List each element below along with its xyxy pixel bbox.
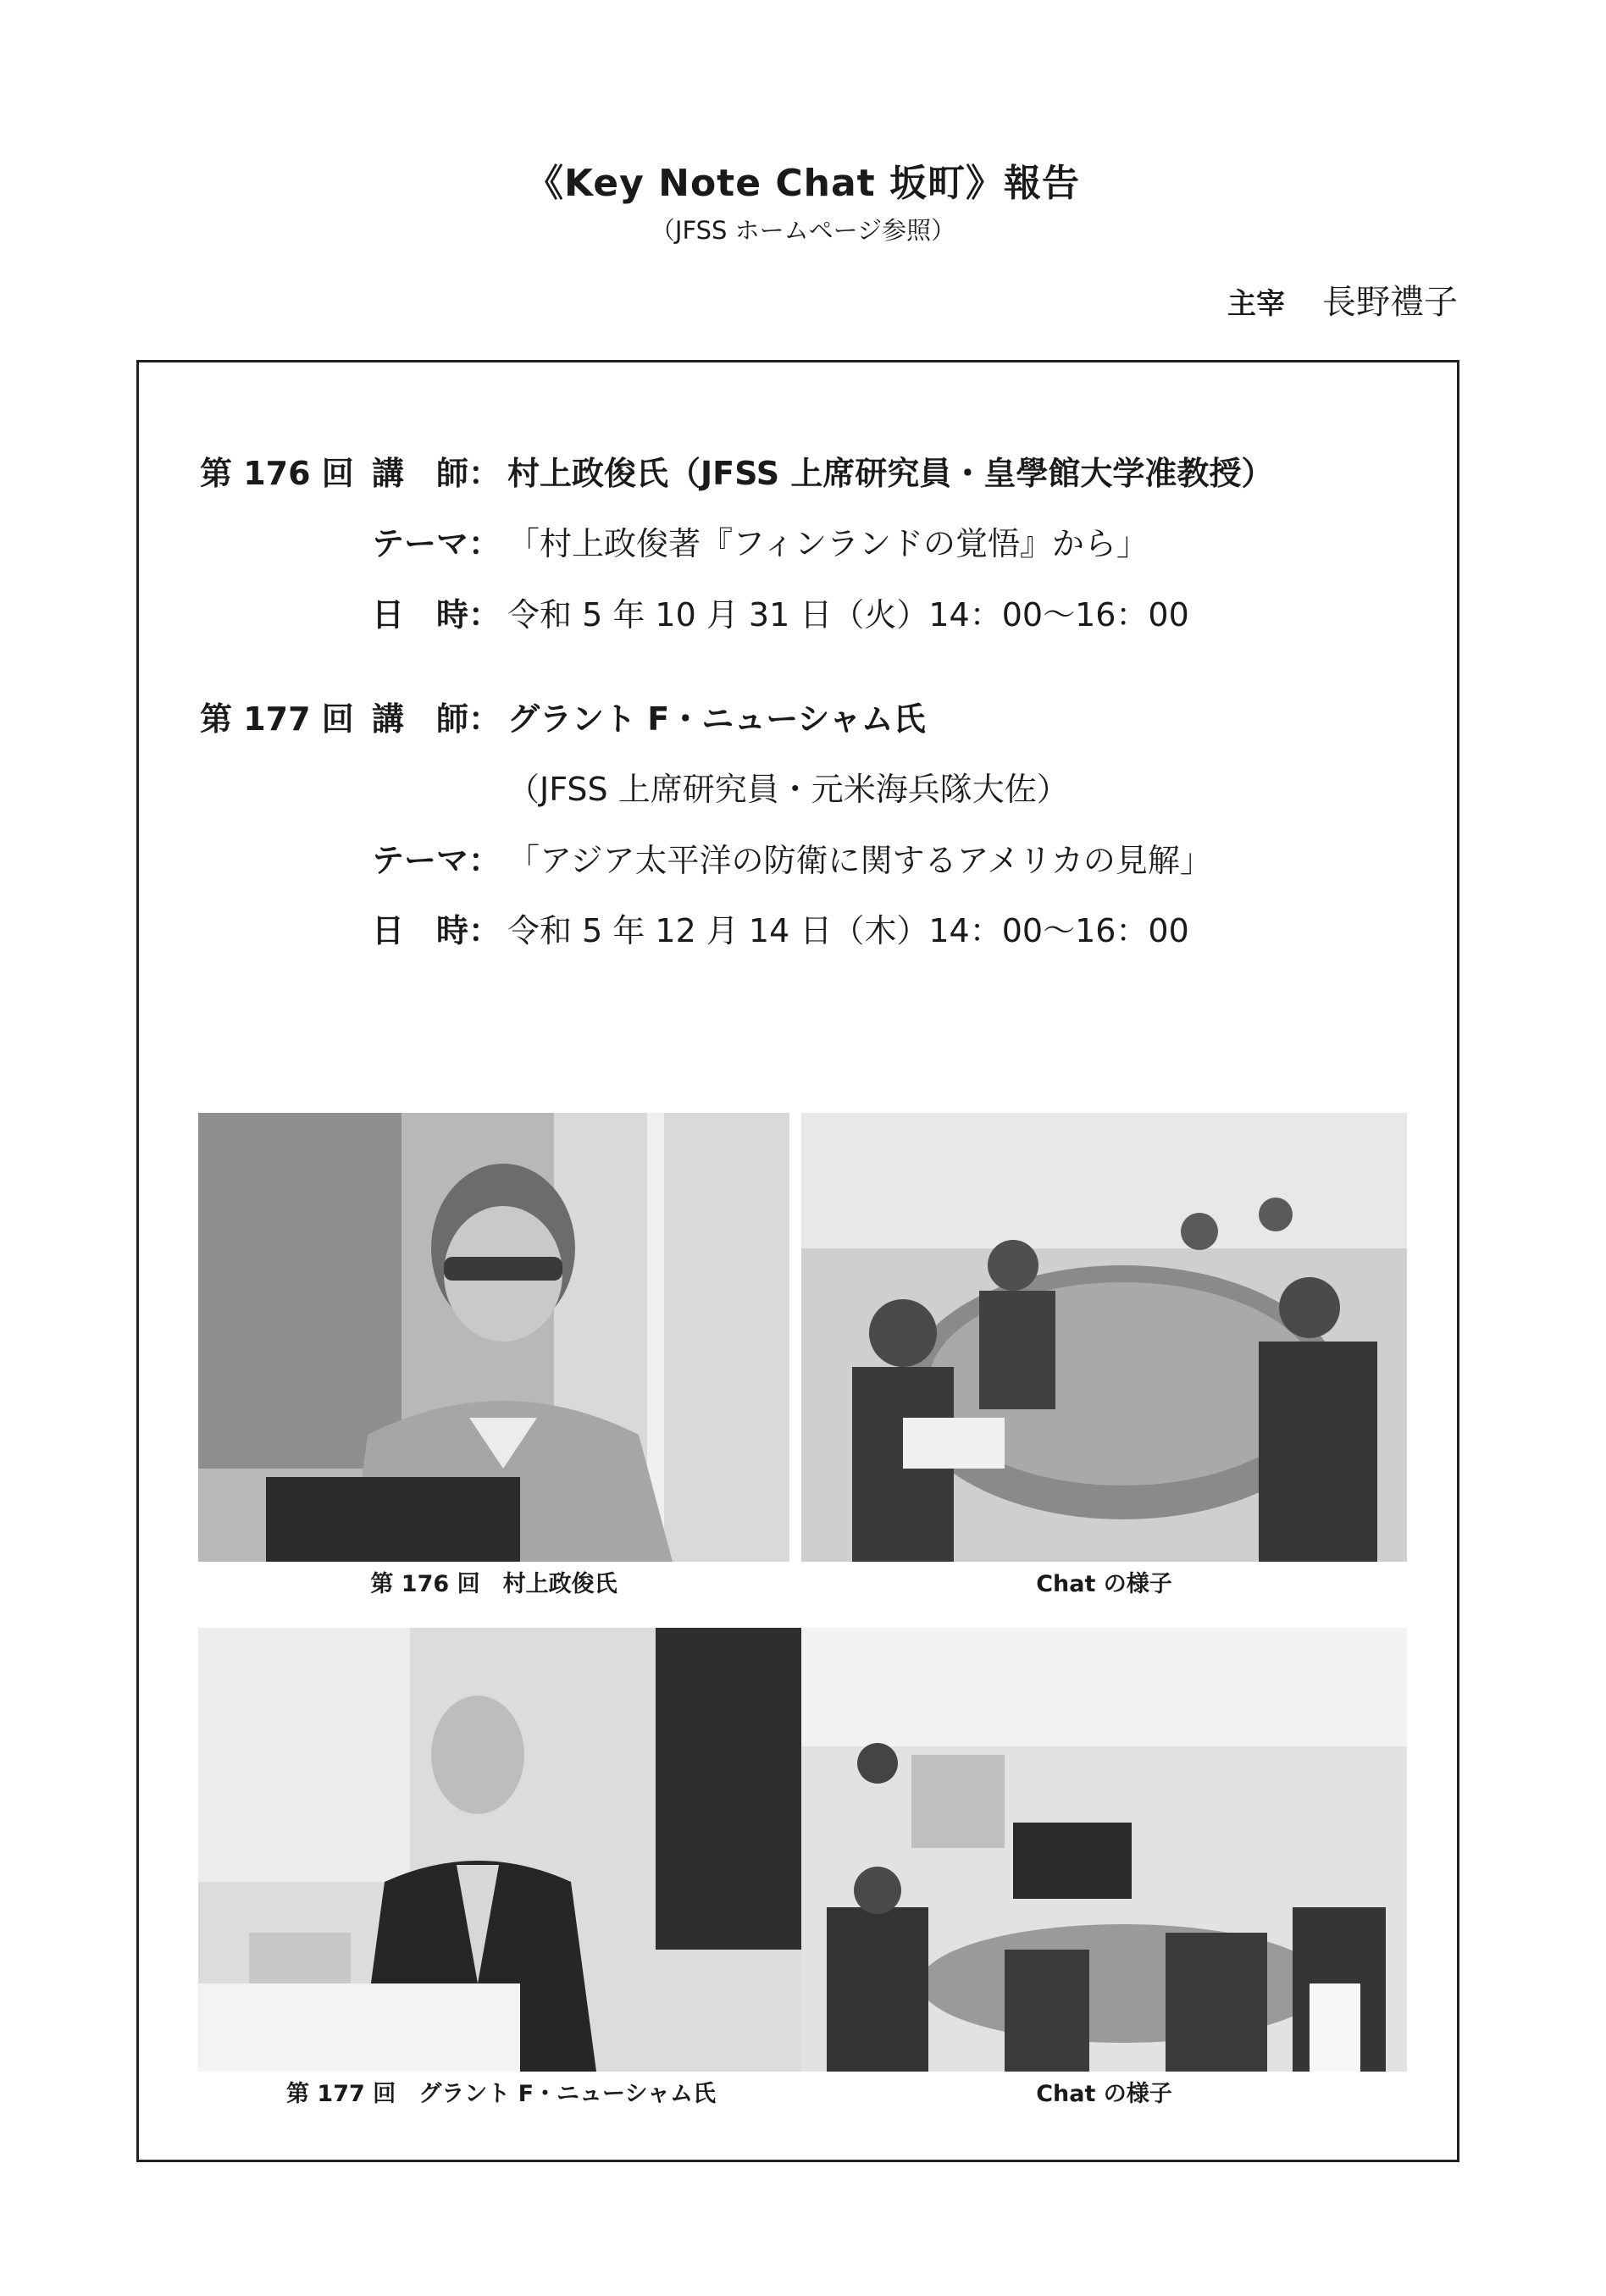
- theme-label: テーマ：: [372, 842, 501, 879]
- theme-text: 「アジア太平洋の防衛に関するアメリカの見解」: [507, 842, 1212, 879]
- host-name: 長野禮子: [1322, 283, 1458, 322]
- photo-speaker-177: [198, 1628, 804, 2072]
- session-176: [139, 362, 1457, 633]
- photo-chat-1: [801, 1113, 1407, 1562]
- photo-caption: 第 177 回 グラント F・ニューシャム氏: [286, 2081, 716, 2107]
- photo-caption: Chat の様子: [1036, 2081, 1172, 2107]
- date-label: 日 時：: [372, 596, 501, 633]
- host-role: 主宰: [1227, 287, 1285, 321]
- theme-label: テーマ：: [372, 525, 501, 562]
- session-number: 第 177 回: [200, 700, 354, 738]
- page-subtitle: （JFSS ホームページ参照）: [650, 216, 956, 245]
- host-line: [1227, 275, 1458, 324]
- session-number: 第 176 回: [200, 455, 354, 492]
- speaker-note: （JFSS 上席研究員・元米海兵隊大佐）: [507, 771, 1069, 808]
- speaker-name: グラント F・ニューシャム氏: [507, 700, 926, 738]
- speaker-label: 講 師：: [372, 700, 501, 738]
- theme-text: 「村上政俊著『フィンランドの覚悟』から」: [507, 525, 1149, 562]
- speaker-label: 講 師：: [372, 455, 501, 492]
- photo-caption: 第 176 回 村上政俊氏: [370, 1571, 617, 1597]
- page-title: 《Key Note Chat 坂町》報告: [525, 162, 1081, 205]
- photo-speaker-176: [198, 1113, 789, 1562]
- photo-caption: Chat の様子: [1036, 1571, 1172, 1597]
- photo-chat-2: [801, 1628, 1407, 2072]
- date-text: 令和 5 年 10 月 31 日（火）14：00〜16：00: [507, 596, 1189, 633]
- date-label: 日 時：: [372, 912, 501, 949]
- report-frame: [136, 360, 1459, 2162]
- session-177: [139, 693, 1457, 981]
- speaker-name: 村上政俊氏（JFSS 上席研究員・皇學館大学准教授）: [507, 455, 1274, 492]
- date-text: 令和 5 年 12 月 14 日（木）14：00〜16：00: [507, 912, 1189, 949]
